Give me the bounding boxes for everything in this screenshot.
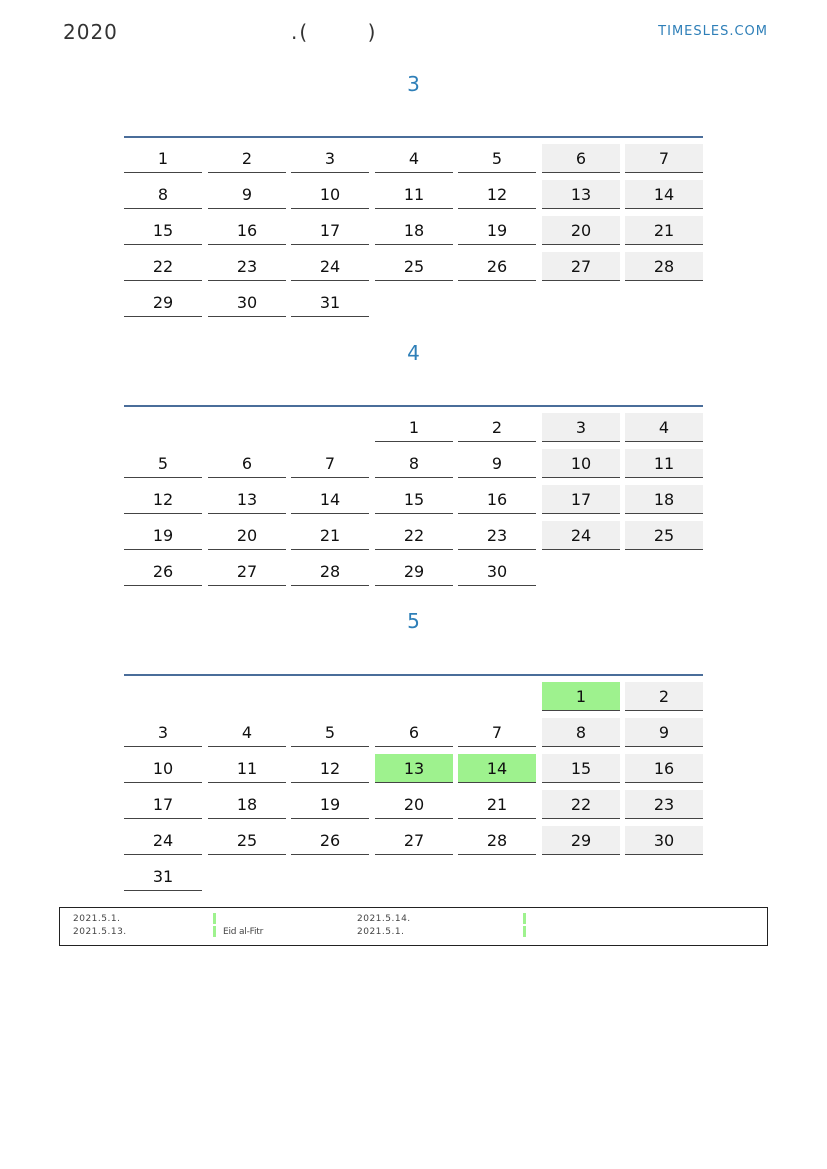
calendar-day: 30 [208, 288, 286, 317]
calendar-day: 13 [208, 485, 286, 514]
calendar-day: 18 [625, 485, 703, 514]
legend-holiday-name: Eid al-Fitr [223, 927, 264, 937]
calendar-day: 16 [208, 216, 286, 245]
holiday-color-marker [523, 926, 526, 937]
calendar-day: 25 [625, 521, 703, 550]
calendar-day: 14 [625, 180, 703, 209]
calendar-day: 20 [542, 216, 620, 245]
calendar-day: 22 [124, 252, 202, 281]
calendar-day: 5 [124, 449, 202, 478]
calendar-day: 17 [124, 790, 202, 819]
calendar-day: 3 [124, 718, 202, 747]
calendar-day: 23 [458, 521, 536, 550]
calendar-day: 24 [542, 521, 620, 550]
calendar-day: 3 [542, 413, 620, 442]
year-label: 2020 [63, 20, 118, 44]
calendar-day: 1 [124, 144, 202, 173]
calendar-day: 26 [124, 557, 202, 586]
holiday-legend [59, 907, 768, 946]
calendar-day: 13 [542, 180, 620, 209]
calendar-day: 6 [208, 449, 286, 478]
calendar-day: 30 [458, 557, 536, 586]
calendar-day: 10 [291, 180, 369, 209]
calendar-day: 14 [291, 485, 369, 514]
calendar-day: 15 [542, 754, 620, 783]
calendar-day: 23 [208, 252, 286, 281]
calendar-day: 12 [458, 180, 536, 209]
calendar-day: 6 [375, 718, 453, 747]
calendar-day: 17 [542, 485, 620, 514]
calendar-day: 26 [291, 826, 369, 855]
calendar-day: 7 [291, 449, 369, 478]
calendar-day: 2 [458, 413, 536, 442]
calendar-day: 20 [208, 521, 286, 550]
page-subtitle: .( ) [291, 20, 378, 44]
calendar-day: 22 [542, 790, 620, 819]
calendar-day: 21 [458, 790, 536, 819]
month-title-may: 5 [407, 609, 420, 633]
calendar-day: 28 [625, 252, 703, 281]
calendar-day: 24 [291, 252, 369, 281]
calendar-day: 10 [542, 449, 620, 478]
calendar-day: 26 [458, 252, 536, 281]
calendar-day: 5 [458, 144, 536, 173]
calendar-day: 2 [208, 144, 286, 173]
calendar-day: 29 [375, 557, 453, 586]
calendar-day: 13 [375, 754, 453, 783]
calendar-day: 2 [625, 682, 703, 711]
calendar-day: 21 [625, 216, 703, 245]
calendar-day: 18 [208, 790, 286, 819]
calendar-day: 4 [375, 144, 453, 173]
calendar-day: 11 [208, 754, 286, 783]
calendar-day: 27 [542, 252, 620, 281]
calendar-day: 19 [291, 790, 369, 819]
legend-date: 2021.5.13. [73, 927, 127, 937]
legend-date: 2021.5.14. [357, 914, 411, 924]
calendar-day: 7 [625, 144, 703, 173]
calendar-day: 15 [124, 216, 202, 245]
calendar-day: 31 [124, 862, 202, 891]
calendar-day: 25 [208, 826, 286, 855]
calendar-day: 1 [375, 413, 453, 442]
legend-date: 2021.5.1. [357, 927, 405, 937]
calendar-day: 27 [375, 826, 453, 855]
calendar-day: 18 [375, 216, 453, 245]
legend-date: 2021.5.1. [73, 914, 121, 924]
calendar-day: 7 [458, 718, 536, 747]
month-grid-may [124, 674, 703, 894]
calendar-day: 22 [375, 521, 453, 550]
calendar-day: 11 [625, 449, 703, 478]
page-header [63, 20, 768, 48]
calendar-day: 29 [542, 826, 620, 855]
month-title-april: 4 [407, 341, 420, 365]
calendar-day: 30 [625, 826, 703, 855]
month-grid-april [124, 405, 703, 589]
calendar-day: 27 [208, 557, 286, 586]
calendar-day: 9 [208, 180, 286, 209]
calendar-day: 25 [375, 252, 453, 281]
holiday-color-marker [213, 913, 216, 924]
calendar-day: 20 [375, 790, 453, 819]
site-link[interactable]: TIMESLES.COM [658, 24, 768, 39]
calendar-day: 17 [291, 216, 369, 245]
calendar-day: 23 [625, 790, 703, 819]
calendar-day: 28 [458, 826, 536, 855]
calendar-day: 8 [375, 449, 453, 478]
calendar-day: 8 [124, 180, 202, 209]
calendar-day: 16 [458, 485, 536, 514]
calendar-day: 19 [458, 216, 536, 245]
calendar-day: 10 [124, 754, 202, 783]
calendar-day: 4 [208, 718, 286, 747]
calendar-day: 14 [458, 754, 536, 783]
calendar-day: 3 [291, 144, 369, 173]
calendar-day: 8 [542, 718, 620, 747]
calendar-day: 24 [124, 826, 202, 855]
calendar-day: 6 [542, 144, 620, 173]
calendar-day: 5 [291, 718, 369, 747]
calendar-day: 21 [291, 521, 369, 550]
calendar-day: 11 [375, 180, 453, 209]
calendar-day: 31 [291, 288, 369, 317]
calendar-day: 19 [124, 521, 202, 550]
holiday-color-marker [213, 926, 216, 937]
calendar-day: 28 [291, 557, 369, 586]
calendar-day: 4 [625, 413, 703, 442]
holiday-color-marker [523, 913, 526, 924]
calendar-day: 1 [542, 682, 620, 711]
calendar-day: 12 [291, 754, 369, 783]
calendar-day: 9 [625, 718, 703, 747]
calendar-day: 29 [124, 288, 202, 317]
month-title-march: 3 [407, 72, 420, 96]
calendar-day: 15 [375, 485, 453, 514]
month-grid-march [124, 136, 703, 320]
calendar-day: 16 [625, 754, 703, 783]
calendar-day: 12 [124, 485, 202, 514]
calendar-day: 9 [458, 449, 536, 478]
